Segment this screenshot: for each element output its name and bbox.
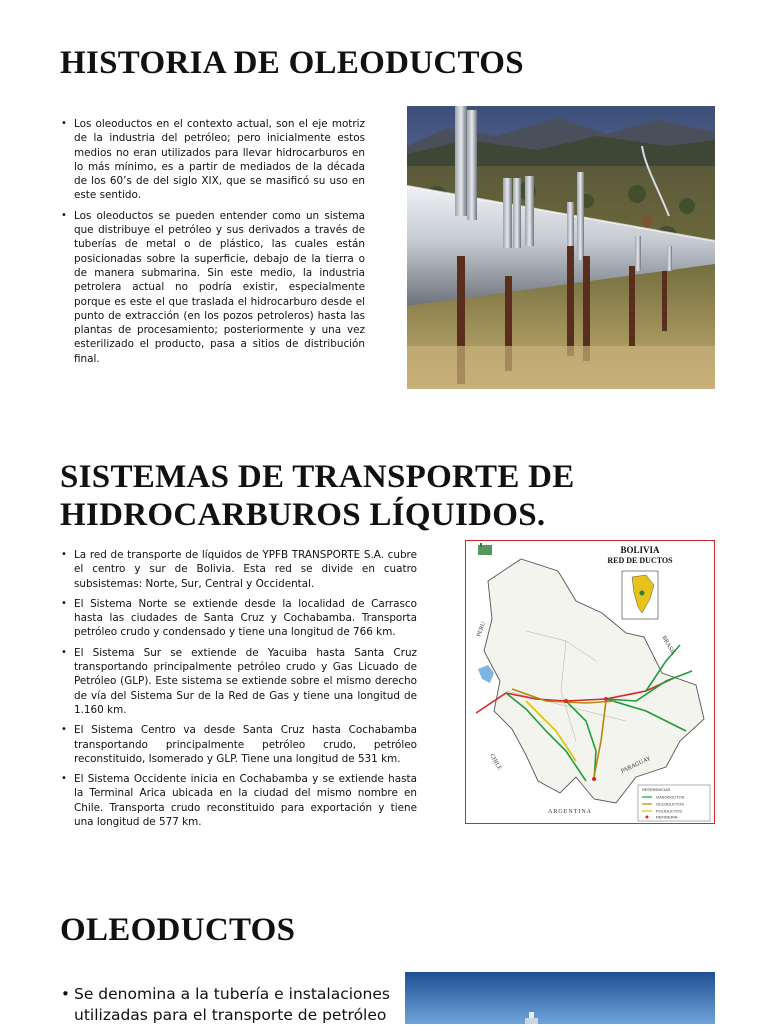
map-label-argentina: ARGENTINA (548, 809, 592, 815)
oleoductos-bullet-list (60, 984, 390, 1026)
sistemas-bullet-list (60, 548, 417, 835)
section-title-historia: HISTORIA DE OLEODUCTOS (60, 45, 524, 81)
oleoducto-photo (405, 972, 715, 1024)
sistemas-bullet-4: • El Sistema Centro va desde Santa Cruz hasta Cochabamba transportando principalmente petróleo crudo, petróleo reconstituido, Isomerado y GLP. Tiene una longitud de 531 km. (60, 723, 417, 766)
sistemas-bullet-3: • El Sistema Sur se extiende de Yacuiba hasta Santa Cruz transportando principalmente petróleo crudo y Gas Licuado de Petróleo (GLP). Este sistema se extiende sobre el mismo derecho de vía del Sistema Sur de la Red de Gas y tiene una longitud de 1.160 km. (60, 646, 417, 717)
pipeline-photo (407, 106, 715, 389)
map-title-line2: RED DE DUCTOS (607, 556, 673, 565)
map-label-chile: CHILE (488, 753, 503, 772)
sistemas-bullet-2: • El Sistema Norte se extiende desde la localidad de Carrasco hasta las ciudades de Santa Cruz y Cochabamba. Transporta petróleo crudo y condensado y tiene una longitud de 766 km. (60, 597, 417, 640)
sistemas-bullet-1: • La red de transporte de líquidos de YPFB TRANSPORTE S.A. cubre el centro y sur de Bolivia. Esta red se divide en cuatro subsistemas: Norte, Sur, Central y Occidental. (60, 548, 417, 591)
historia-bullet-2: • Los oleoductos se pueden entender como un sistema que distribuye el petróleo y sus derivados a través de tuberías de metal o de plástico, las cuales están posicionadas sobre la superficie, debajo de la tierra o de manera submarina. Sin este medio, la industria petrolera actual no podría existir, especialmente porque es este el que traslada el hidrocarburo desde el punto de extracción (en los pozos petroleros) hasta las plantas de procesamiento; posteriormente y una vez esterilizado el producto, pasa a sitios de distribución final. (60, 209, 365, 366)
map-legend-title: REFERENCIAS (642, 787, 671, 792)
map-legend-item-2: OLEODUCTOS (656, 801, 684, 807)
bolivia-pipeline-map (465, 540, 715, 824)
map-label-paraguay: PARAGUAY (620, 755, 653, 775)
oleoductos-bullet-1: • Se denomina a la tubería e instalaciones utilizadas para el transporte de petróleo (60, 984, 390, 1026)
historia-bullet-list (60, 117, 365, 372)
map-legend-item-3: POLIDUCTOS (656, 808, 682, 814)
map-legend (638, 785, 710, 821)
map-label-brasil: BRASIL (660, 635, 677, 657)
map-logo-icon (478, 543, 492, 555)
map-legend-item-4: REFINERIA (656, 814, 678, 820)
map-label-peru: PERU (476, 621, 488, 638)
south-america-inset (622, 571, 658, 619)
sistemas-bullet-5: • El Sistema Occidente inicia en Cochabamba y se extiende hasta la Terminal Arica ubicada en la ciudad del mismo nombre en Chile. Transporta crudo reconstituido para exportación y tiene una longitud de 577 km. (60, 772, 417, 829)
map-legend-item-1: GASODUCTOS (656, 794, 685, 800)
section-title-sistemas-line2: HIDROCARBUROS LÍQUIDOS. (60, 497, 546, 533)
map-title-line1: BOLIVIA (620, 545, 660, 555)
section-title-sistemas-line1: SISTEMAS DE TRANSPORTE DE (60, 459, 575, 495)
section-title-oleoductos: OLEODUCTOS (60, 912, 296, 948)
historia-bullet-1: • Los oleoductos en el contexto actual, son el eje motriz de la industria del petróleo; pero inicialmente estos medios no eran utilizados para llevar hidrocarburos en lo más mínimo, es a partir de mediados de la década de los 60’s de del siglo XIX, que se masificó su uso en este sentido. (60, 117, 365, 203)
